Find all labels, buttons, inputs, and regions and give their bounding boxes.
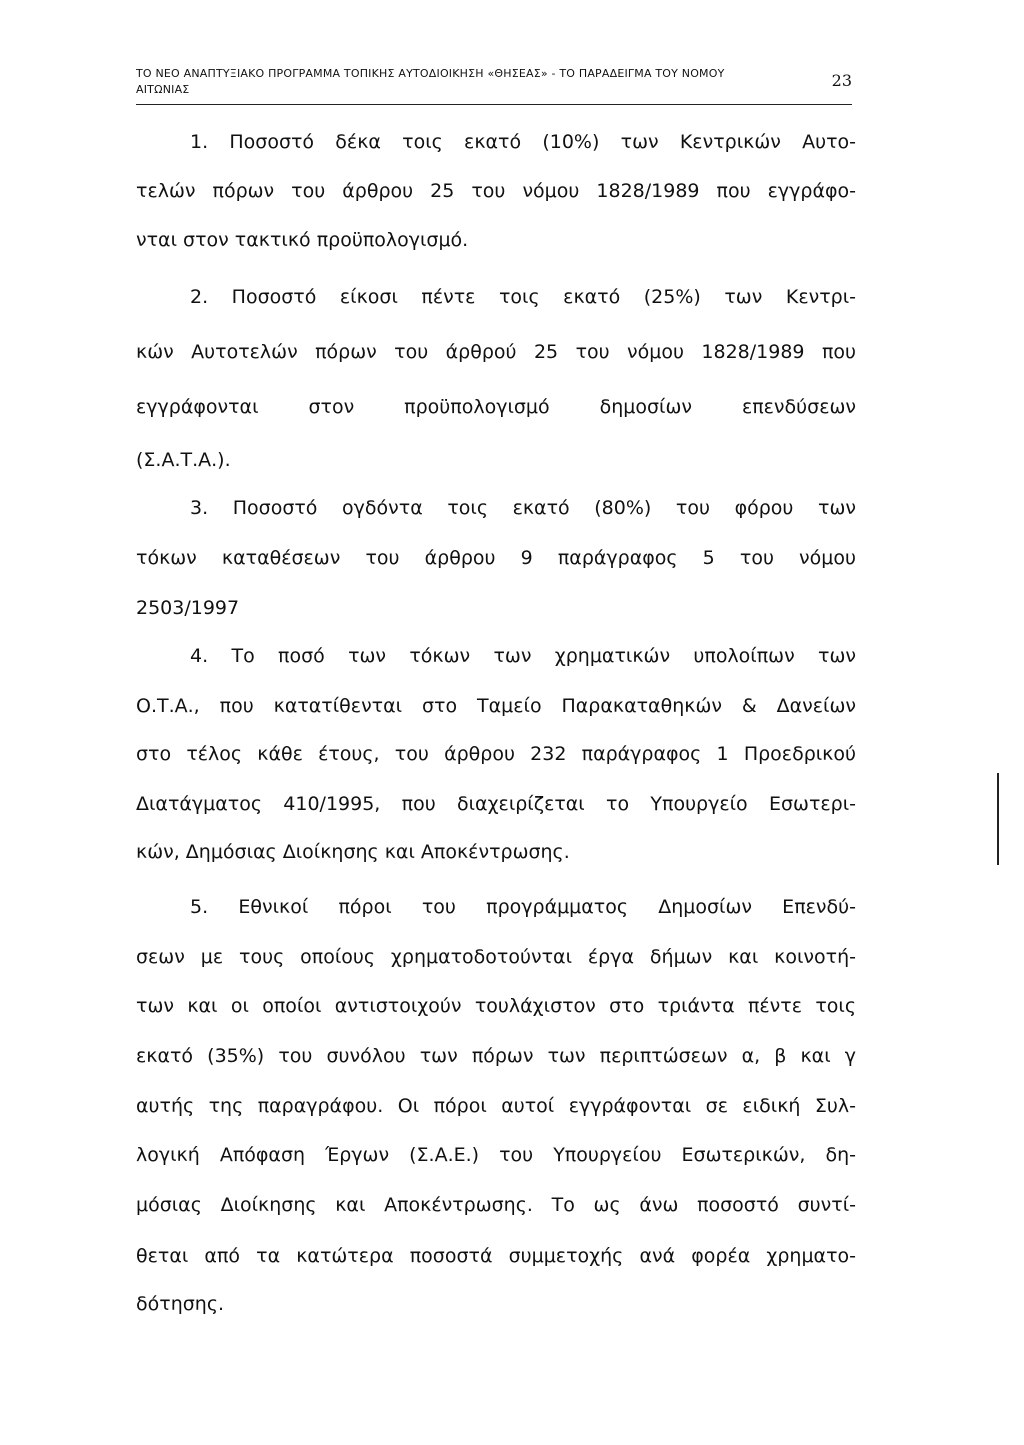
text-line: εγγράφονται στον προϋπολογισμό δημοσίων επενδύσεων [136,396,856,418]
text-line: σεων με τους οποίους χρηματοδοτούνται έργα δήμων και κοινοτή- [136,946,856,968]
running-header [136,66,852,106]
page-number: 23 [831,71,852,90]
text-line: 2503/1997 [136,597,240,619]
text-line: θεται από τα κατώτερα ποσοστά συμμετοχής ανά φορέα χρηματο- [136,1245,856,1267]
header-title [136,66,796,98]
text-line: λογική Απόφαση Έργων (Σ.Α.Ε.) του Υπουργείου Εσωτερικών, δη- [136,1144,856,1166]
text-line: νται στον τακτικό προϋπολογισμό. [136,229,469,251]
text-line: 2. Ποσοστό είκοσι πέντε τοις εκατό (25%) των Κεντρι- [190,286,856,308]
text-line: τόκων καταθέσεων του άρθρου 9 παράγραφος 5 του νόμου [136,547,856,569]
text-line: κών Αυτοτελών πόρων του άρθρού 25 του νόμου 1828/1989 που [136,341,856,363]
text-line: αυτής της παραγράφου. Οι πόροι αυτοί εγγράφονται σε ειδική Συλ- [136,1095,856,1117]
text-line: εκατό (35%) του συνόλου των πόρων των περιπτώσεων α, β και γ [136,1045,856,1067]
text-line: 5. Εθνικοί πόροι του προγράμματος Δημοσίων Επενδύ- [190,896,856,918]
text-line: Ο.Τ.Α., που κατατίθενται στο Ταμείο Παρακαταθηκών & Δανείων [136,695,856,717]
text-line: 3. Ποσοστό ογδόντα τοις εκατό (80%) του φόρου των [190,497,856,519]
text-line: κών, Δημόσιας Διοίκησης και Αποκέντρωσης. [136,841,570,863]
header-title-line-2: ΑΙΤΩΝΙΑΣ [136,83,190,96]
text-line: τελών πόρων του άρθρου 25 του νόμου 1828/1989 που εγγράφο- [136,180,856,202]
text-line: 4. Το ποσό των τόκων των χρηματικών υπολοίπων των [190,645,856,667]
margin-mark [997,773,999,865]
text-line: στο τέλος κάθε έτους, του άρθρου 232 παράγραφος 1 Προεδρικού [136,743,856,765]
text-line: (Σ.Α.Τ.Α.). [136,449,231,471]
text-line: των και οι οποίοι αντιστοιχούν τουλάχιστον στο τριάντα πέντε τοις [136,995,856,1017]
text-line: 1. Ποσοστό δέκα τοις εκατό (10%) των Κεντρικών Αυτο- [190,131,856,153]
text-line: Διατάγματος 410/1995, που διαχειρίζεται το Υπουργείο Εσωτερι- [136,793,856,815]
header-title-line-1: ΤΟ ΝΕΟ ΑΝΑΠΤΥΞΙΑΚΟ ΠΡΟΓΡΑΜΜΑ ΤΟΠΙΚΗΣ ΑΥΤΟΔΙΟΙΚΗΣΗ «ΘΗΣΕΑΣ» - ΤΟ ΠΑΡΑΔΕΙΓΜΑ ΤΟΥ ΝΟΜΟΥ [136,67,725,80]
text-line: μόσιας Διοίκησης και Αποκέντρωσης. Το ως άνω ποσοστό συντί- [136,1194,856,1216]
header-divider [136,104,852,105]
text-line: δότησης. [136,1293,225,1315]
